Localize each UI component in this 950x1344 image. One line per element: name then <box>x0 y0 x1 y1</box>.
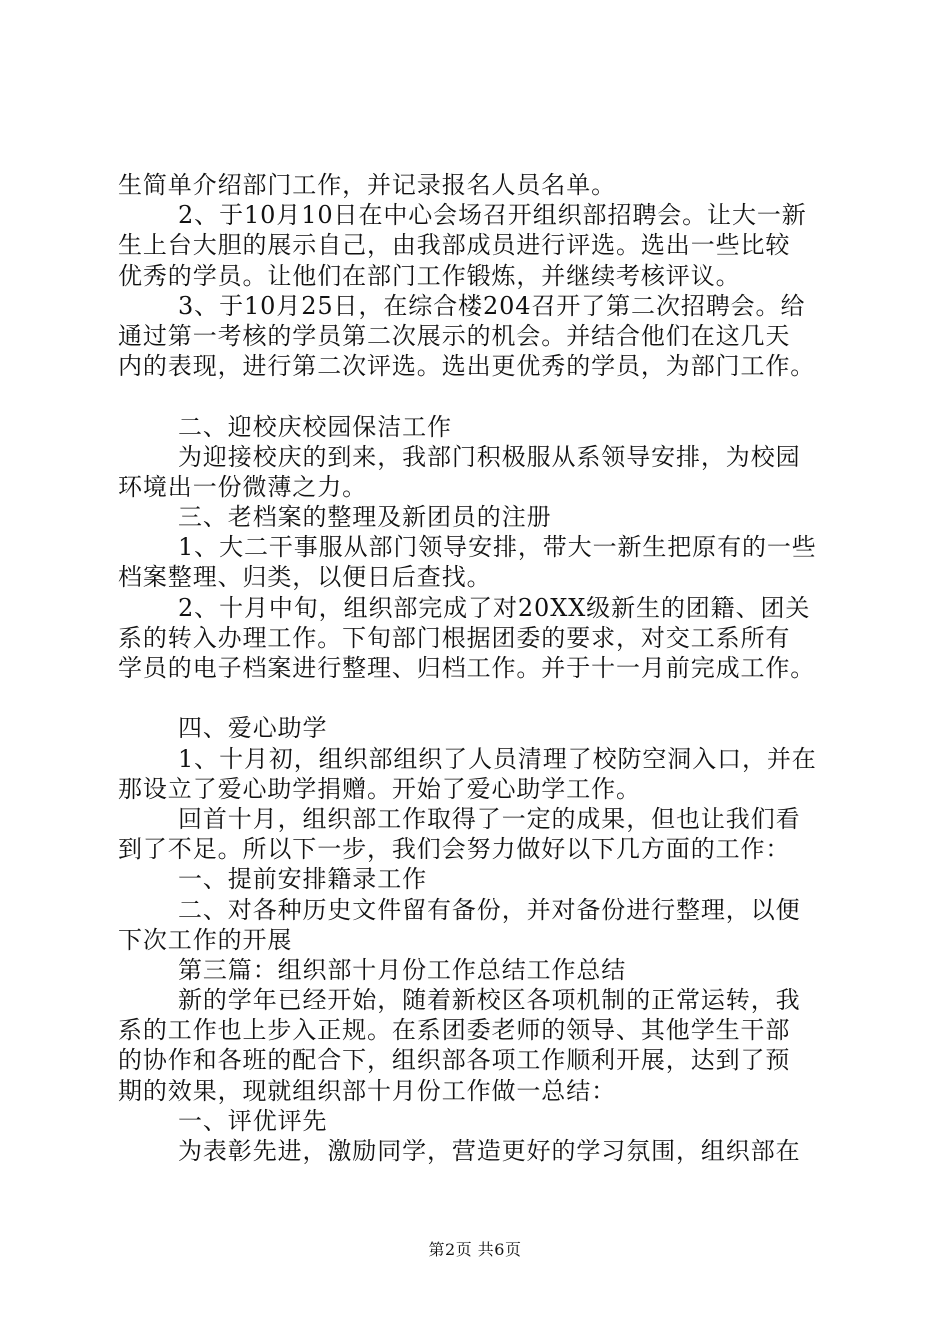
text-line: 生简单介绍部门工作，并记录报名人员名单。 <box>118 171 616 199</box>
text-line: 下次工作的开展 <box>118 925 293 954</box>
page-footer: 第2页 共6页 <box>428 1240 522 1259</box>
text-line: 环境出一份微薄之力。 <box>118 472 367 501</box>
text-line: 一、评优评先 <box>178 1106 328 1135</box>
text-line: 回首十月，组织部工作取得了一定的成果，但也让我们看 <box>178 804 801 833</box>
text-line: 生上台大胆的展示自己，由我部成员进行评选。选出一些比较 <box>118 231 791 260</box>
document-body <box>118 170 858 1166</box>
text-line: 三、老档案的整理及新团员的注册 <box>178 503 552 532</box>
text-line: 为迎接校庆的到来，我部门积极服从系领导安排，为校园 <box>178 442 801 471</box>
text-line: 二、对各种历史文件留有备份，并对备份进行整理，以便 <box>178 895 801 924</box>
text-line: 学员的电子档案进行整理、归档工作。并于十一月前完成工作。 <box>118 654 816 682</box>
text-line: 新的学年已经开始，随着新校区各项机制的正常运转，我 <box>178 986 801 1015</box>
text-line: 第三篇：组织部十月份工作总结工作总结 <box>178 955 627 984</box>
text-line: 那设立了爱心助学捐赠。开始了爱心助学工作。 <box>118 774 641 803</box>
text-line: 到了不足。所以下一步，我们会努力做好以下几方面的工作： <box>118 835 791 864</box>
text-line: 优秀的学员。让他们在部门工作锻炼，并继续考核评议。 <box>118 261 741 290</box>
text-line: 1、十月初，组织部组织了人员清理了校防空洞入口，并在 <box>178 744 817 773</box>
text-line: 的协作和各班的配合下，组织部各项工作顺利开展，达到了预 <box>118 1046 791 1075</box>
text-line: 档案整理、归类，以便日后查找。 <box>118 563 492 592</box>
text-line: 一、提前安排籍录工作 <box>178 865 427 894</box>
text-line: 通过第一考核的学员第二次展示的机会。并结合他们在这几天 <box>118 321 791 350</box>
text-line: 二、迎校庆校园保洁工作 <box>178 412 452 441</box>
text-line: 内的表现，进行第二次评选。选出更优秀的学员，为部门工作。 <box>118 352 816 381</box>
text-line: 系的工作也上步入正规。在系团委老师的领导、其他学生干部 <box>118 1016 791 1045</box>
text-line: 为表彰先进，激励同学，营造更好的学习氛围，组织部在 <box>178 1137 801 1165</box>
text-line: 2、于10月10日在中心会场召开组织部招聘会。让大一新 <box>178 201 807 230</box>
blank-line <box>118 381 858 411</box>
text-line: 四、爱心助学 <box>178 714 328 743</box>
blank-line <box>118 683 858 713</box>
text-line: 期的效果，现就组织部十月份工作做一总结： <box>118 1076 616 1105</box>
text-line: 1、大二干事服从部门领导安排，带大一新生把原有的一些 <box>178 533 817 562</box>
text-line: 2、十月中旬，组织部完成了对20XX级新生的团籍、团关 <box>178 593 811 622</box>
text-line: 3、于10月25日，在综合楼204召开了第二次招聘会。给 <box>178 291 806 320</box>
text-line: 系的转入办理工作。下旬部门根据团委的要求，对交工系所有 <box>118 623 791 652</box>
